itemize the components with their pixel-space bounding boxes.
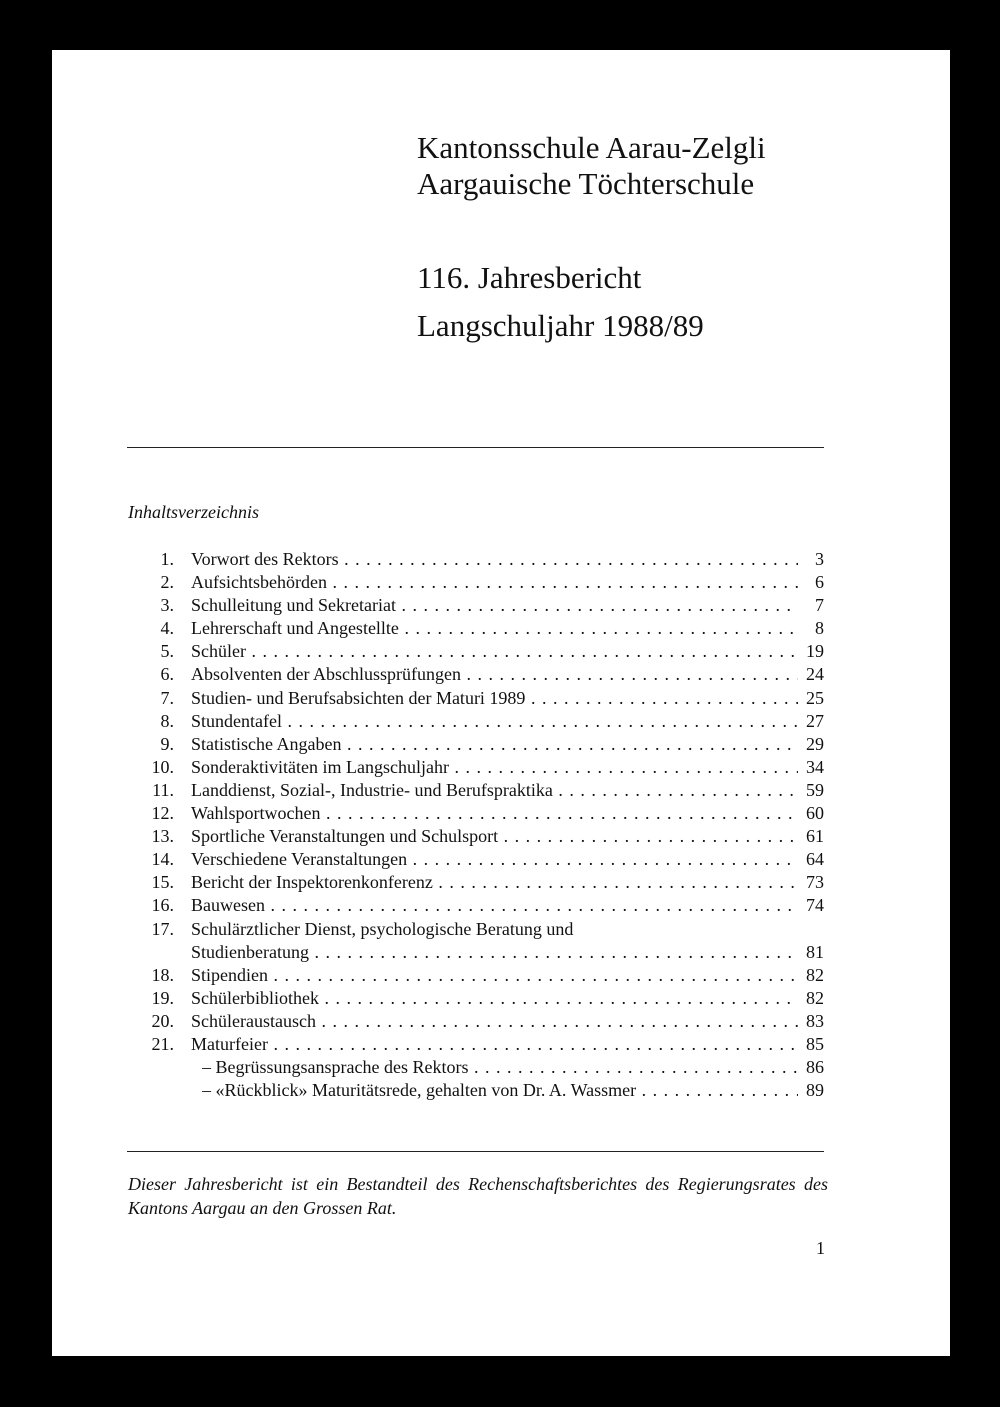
- toc-entry-continuation: [130, 941, 824, 964]
- toc-entry: [130, 1010, 824, 1033]
- school-year: Langschuljahr 1988/89: [417, 308, 704, 343]
- toc-entry: [130, 987, 824, 1010]
- toc-entry-number: 10.: [151, 756, 174, 777]
- toc-entry: [130, 640, 824, 663]
- toc-entry-title: Sportliche Veranstaltungen und Schulsport . . .: [191, 825, 798, 848]
- toc-entry: [130, 964, 824, 987]
- toc-entry-title: Landdienst, Sozial-, Industrie- und Berufspraktika . . .: [191, 779, 798, 802]
- bottom-divider: [127, 1151, 824, 1152]
- toc-entry-page: 19: [806, 641, 824, 662]
- toc-entry-page: 27: [806, 710, 824, 731]
- toc-entry: [130, 848, 824, 871]
- toc-sub-entry-title: – «Rückblick» Maturitätsrede, gehalten von Dr. A. Wassmer . . .: [202, 1079, 798, 1102]
- toc-entry-title: Schulärztlicher Dienst, psychologische Beratung und: [191, 918, 574, 939]
- toc-entry-page: 8: [815, 618, 824, 639]
- toc-entry-title: Lehrerschaft und Angestellte . . .: [191, 617, 798, 640]
- toc-entry-number: 15.: [151, 872, 174, 893]
- toc-sub-entry: [130, 1056, 824, 1079]
- toc-entry-page: 82: [806, 964, 824, 985]
- toc-entry-number: 5.: [160, 641, 174, 662]
- top-divider: [127, 447, 824, 448]
- toc-entry-page: 24: [806, 664, 824, 685]
- toc-entry-title: Schulleitung und Sekretariat . . .: [191, 594, 798, 617]
- toc-entry-page: 34: [806, 756, 824, 777]
- toc-entry-title-continued: Studienberatung . . .: [191, 941, 798, 964]
- toc-entry-page: 25: [806, 687, 824, 708]
- report-title: 116. Jahresbericht: [417, 260, 642, 295]
- toc-entry: [130, 918, 824, 941]
- toc-entry-title: Absolventen der Abschlussprüfungen . . .: [191, 663, 798, 686]
- toc-entry: [130, 617, 824, 640]
- toc-entry-page: 83: [806, 1010, 824, 1031]
- toc-entry-title: Wahlsportwochen . . .: [191, 802, 798, 825]
- toc-entry-title: Vorwort des Rektors . . .: [191, 548, 798, 571]
- toc-entry-page: 60: [806, 803, 824, 824]
- toc-entry: [130, 663, 824, 686]
- toc-entry: [130, 825, 824, 848]
- toc-entry: [130, 802, 824, 825]
- toc-entry: [130, 571, 824, 594]
- toc-entry-title: Bauwesen . . .: [191, 894, 798, 917]
- toc-entry: [130, 1033, 824, 1056]
- toc-sub-entry-title: – Begrüssungsansprache des Rektors . . .: [202, 1056, 798, 1079]
- toc-entry-title: Sonderaktivitäten im Langschuljahr . . .: [191, 756, 798, 779]
- toc-entry-page: 89: [806, 1080, 824, 1101]
- toc-entry-page: 73: [806, 872, 824, 893]
- toc-entry-number: 17.: [151, 918, 174, 939]
- footnote: Dieser Jahresbericht ist ein Bestandteil des Rechenschaftsberichtes des Regierungsrates des Kantons Aargau an den Grossen Rat.: [128, 1174, 828, 1218]
- document-page: [52, 50, 950, 1356]
- toc-entry-title: Statistische Angaben . . .: [191, 733, 798, 756]
- toc-entry-page: 59: [806, 779, 824, 800]
- toc-entry-title: Schülerbibliothek . . .: [191, 987, 798, 1010]
- toc-entry-title: Stundentafel . . .: [191, 710, 798, 733]
- toc-entry: [130, 687, 824, 710]
- page-number: 1: [816, 1238, 825, 1258]
- toc-entry-title: Schüleraustausch . . .: [191, 1010, 798, 1033]
- toc-entry-page: 64: [806, 849, 824, 870]
- toc-entry-number: 11.: [152, 779, 174, 800]
- title-block: [417, 130, 766, 202]
- toc-entry: [130, 733, 824, 756]
- toc-entry-title: Stipendien . . .: [191, 964, 798, 987]
- toc-entry: [130, 756, 824, 779]
- toc-entry-number: 12.: [151, 803, 174, 824]
- toc-entry-page: 82: [806, 987, 824, 1008]
- toc-entry-title: Maturfeier . . .: [191, 1033, 798, 1056]
- toc-entry: [130, 594, 824, 617]
- toc-entry-title: Aufsichtsbehörden . . .: [191, 571, 798, 594]
- toc-heading: Inhaltsverzeichnis: [128, 502, 259, 522]
- toc-entry-number: 2.: [160, 572, 174, 593]
- toc-entry: [130, 710, 824, 733]
- toc-entry-number: 7.: [160, 687, 174, 708]
- toc-entry-number: 9.: [160, 733, 174, 754]
- toc-entry-title: Studien- und Berufsabsichten der Maturi 1989 . . .: [191, 687, 798, 710]
- toc-entry-number: 20.: [151, 1010, 174, 1031]
- toc-entry-title: Schüler . . .: [191, 640, 798, 663]
- school-name: Kantonsschule Aarau-Zelgli: [417, 130, 766, 165]
- toc-entry: [130, 871, 824, 894]
- toc-entry-number: 14.: [151, 849, 174, 870]
- toc-entry-number: 16.: [151, 895, 174, 916]
- toc-entry-page: 74: [806, 895, 824, 916]
- toc-entry-number: 19.: [151, 987, 174, 1008]
- toc-entry-page: 61: [806, 826, 824, 847]
- toc-entry: [130, 779, 824, 802]
- toc-entry-number: 18.: [151, 964, 174, 985]
- toc-entry: [130, 894, 824, 917]
- toc-entry-title: Bericht der Inspektorenkonferenz . . .: [191, 871, 798, 894]
- toc-entry-page: 7: [815, 595, 824, 616]
- toc-entry-number: 3.: [160, 595, 174, 616]
- toc-entry: [130, 548, 824, 571]
- toc-entry-number: 21.: [151, 1033, 174, 1054]
- toc-entry-title: Verschiedene Veranstaltungen . . .: [191, 848, 798, 871]
- toc-entry-number: 13.: [151, 826, 174, 847]
- toc-sub-entry: [130, 1079, 824, 1102]
- toc-entry-number: 6.: [160, 664, 174, 685]
- toc-entry-number: 1.: [160, 549, 174, 569]
- table-of-contents: [130, 548, 824, 1102]
- toc-entry-page: 86: [806, 1057, 824, 1078]
- toc-entry-page: 81: [806, 941, 824, 962]
- toc-entry-number: 8.: [160, 710, 174, 731]
- toc-entry-number: 4.: [160, 618, 174, 639]
- school-subname: Aargauische Töchterschule: [417, 166, 755, 201]
- toc-entry-page: 85: [806, 1033, 824, 1054]
- toc-entry-page: 3: [815, 549, 824, 569]
- toc-entry-page: 6: [815, 572, 824, 593]
- toc-entry-page: 29: [806, 733, 824, 754]
